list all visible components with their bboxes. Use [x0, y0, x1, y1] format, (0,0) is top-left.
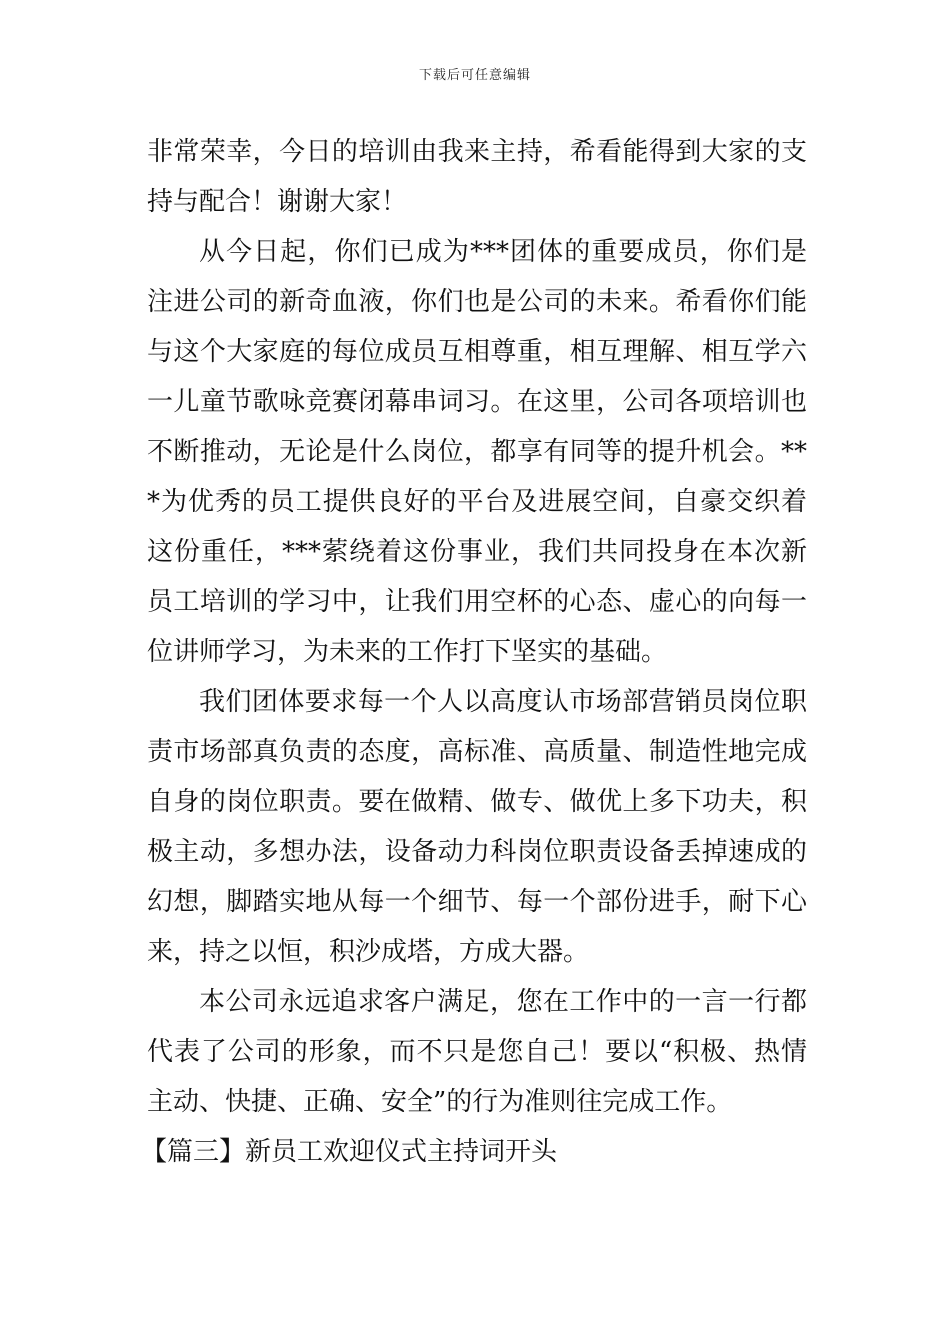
paragraph-4: 本公司永远追求客户满足，您在工作中的一言一行都代表了公司的形象，而不只是您自己！要以“积极、热情主动、快捷、正确、安全”的行为准则往完成工作。 — [147, 987, 807, 1117]
document-body — [141, 127, 807, 1177]
paragraph-2: 从今日起，你们已成为***团体的重要成员，你们是注进公司的新奇血液，你们也是公司的未来。希看你们能与这个大家庭的每位成员互相尊重，相互理解、相互学六一儿童节歌咏竞赛闭幕串词习。在这里，公司各项培训也不断推动，无论是什么岗位，都享有同等的提升机会。***为优秀的员工提供良好的平台及进展空间，自豪交织着这份重任，***萦绕着这份事业，我们共同投身在本次新员工培训的学习中，让我们用空杯的心态、虚心的向每一位讲师学习，为未来的工作打下坚实的基础。 — [147, 237, 807, 667]
page-header: 下载后可任意编辑 — [418, 68, 531, 83]
paragraph-3: 我们团体要求每一个人以高度认市场部营销员岗位职责市场部真负责的态度，高标准、高质量、制造性地完成自身的岗位职责。要在做精、做专、做优上多下功夫，积极主动，多想办法，设备动力科岗位职责设备丢掉速成的幻想，脚踏实地从每一个细节、每一个部份进手，耐下心来，持之以恒，积沙成塔，方成大器。 — [147, 687, 807, 967]
paragraph-1: 非常荣幸，今日的培训由我来主持，希看能得到大家的支持与配合！谢谢大家！ — [147, 137, 807, 217]
section-heading: 【篇三】新员工欢迎仪式主持词开头 — [141, 1137, 558, 1167]
